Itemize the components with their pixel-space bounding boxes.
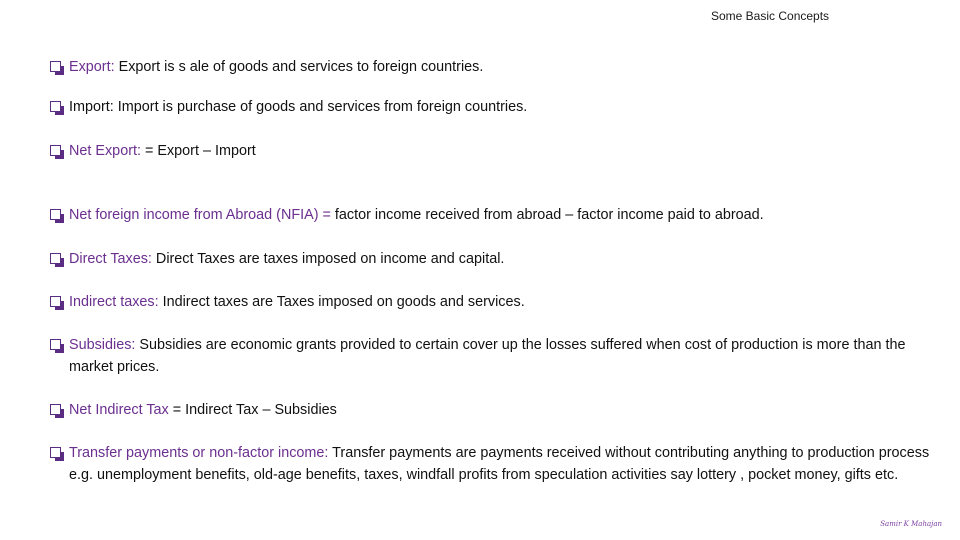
bullet-text (69, 248, 942, 270)
bullet-body: Indirect taxes are Taxes imposed on goods and services. (158, 294, 525, 310)
footer-signature: Samir K Mahajan (880, 520, 942, 528)
bullet-net-indirect-tax (50, 399, 942, 421)
checkbox-bullet-icon (50, 253, 61, 264)
checkbox-bullet-icon (50, 404, 61, 415)
bullet-text (69, 204, 942, 226)
bullet-text (69, 140, 942, 162)
bullet-subsidies (50, 334, 942, 378)
bullet-term: Net Indirect Tax (69, 402, 169, 418)
checkbox-bullet-icon (50, 101, 61, 112)
checkbox-bullet-icon (50, 296, 61, 307)
bullet-text (69, 56, 942, 78)
bullet-transfer-payments (50, 442, 942, 486)
bullet-body: Direct Taxes are taxes imposed on income and capital. (151, 251, 505, 267)
bullet-body: Import: Import is purchase of goods and services from foreign countries. (69, 99, 528, 115)
slide-title: Some Basic Concepts (711, 9, 830, 23)
bullet-net-export (50, 140, 942, 162)
bullet-import (50, 96, 942, 118)
bullet-export (50, 56, 942, 78)
bullet-body: factor income received from abroad – factor income paid to abroad. (330, 207, 764, 223)
bullet-term: Export: (69, 59, 115, 75)
checkbox-bullet-icon (50, 61, 61, 72)
bullet-term: Net foreign income from Abroad (NFIA) = (69, 207, 331, 223)
bullet-text (69, 334, 942, 378)
bullet-term: Direct Taxes: (69, 251, 152, 267)
checkbox-bullet-icon (50, 339, 61, 350)
bullet-body: Export is s ale of goods and services to foreign countries. (114, 59, 484, 75)
bullet-text (69, 291, 942, 313)
bullet-text (69, 96, 942, 118)
bullet-term: Transfer payments or non-factor income: (69, 445, 329, 461)
bullet-direct-taxes (50, 248, 942, 270)
bullet-body: Transfer payments are payments received without contributing anything to production process e.g. unemployment benefits, old-age benefits, taxes, windfall profits from speculation activities say lottery , pocket money, gifts etc. (69, 445, 930, 483)
bullet-body: = Indirect Tax – Subsidies (168, 402, 337, 418)
bullet-body: Subsidies are economic grants provided to certain cover up the losses suffered when cost of production is more than the market prices. (69, 337, 906, 375)
bullet-text (69, 399, 942, 421)
bullet-nfia (50, 204, 942, 226)
bullet-text (69, 442, 942, 486)
bullet-term: Net Export: (69, 143, 141, 159)
checkbox-bullet-icon (50, 447, 61, 458)
bullet-body: = Export – Import (140, 143, 256, 159)
checkbox-bullet-icon (50, 145, 61, 156)
bullet-term: Indirect taxes: (69, 294, 159, 310)
bullet-term: Subsidies: (69, 337, 136, 353)
checkbox-bullet-icon (50, 209, 61, 220)
bullet-indirect-taxes (50, 291, 942, 313)
